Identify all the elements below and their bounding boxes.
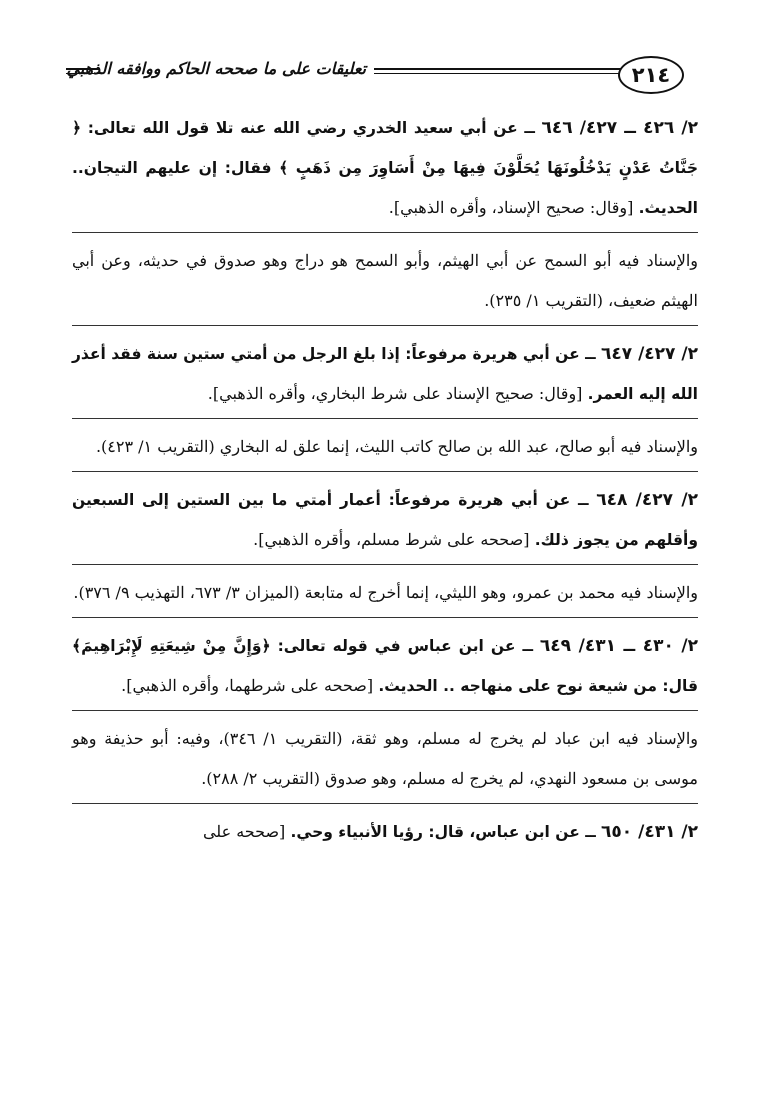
entry-grading: [صححه على شرطهما، وأقره الذهبي]. — [121, 676, 374, 695]
entry-block — [72, 626, 698, 711]
header-rule — [374, 68, 624, 74]
entry-comment — [72, 719, 698, 799]
entry-grading: [وقال: صحيح الإسناد على شرط البخاري، وأقره الذهبي]. — [207, 384, 583, 403]
entry-reference: ٢/ ٤٣٠ ــ ٤٣١/ ٦٤٩ — [539, 636, 698, 656]
entry-reference: ٢/ ٤٢٧/ ٦٤٧ — [600, 344, 698, 364]
entry-text: ــ عن أبي سعيد الخدري رضي الله عنه تلا قول الله تعالى: ﴿ جَنَّاتُ عَدْنٍ يَدْخُلُونَهَا يُحَلَّوْنَ فِيهَا مِنْ أَسَاوِرَ مِن ذَهَبٍ ﴾ فقال: إن عليهم التيجان.. الحديث. — [72, 119, 698, 217]
entry-comment — [72, 573, 698, 613]
entry-hadith — [72, 480, 698, 560]
entry-block — [72, 108, 698, 233]
entry-grading: [صححه على — [202, 822, 286, 841]
entry-grading: [وقال: صحيح الإسناد، وأقره الذهبي]. — [388, 198, 634, 217]
running-header — [66, 54, 684, 94]
entry-text: ــ عن ابن عباس في قوله تعالى: ﴿وَإِنَّ مِنْ شِيعَتِهِ لَإِبْرَاهِيمَ﴾ قال: من شيعة نوح على منهاجه .. الحديث. — [72, 637, 698, 695]
comment-block — [72, 573, 698, 618]
entry-text: ــ عن أبي هريرة مرفوعاً: إذا بلغ الرجل من أمتي ستين سنة فقد أعذر الله إليه العمر. — [72, 345, 698, 403]
running-title: تعليقات على ما صححه الحاكم ووافقه الذهبي — [66, 59, 366, 78]
comment-text: والإسناد فيه أبو صالح، عبد الله بن صالح كاتب الليث، إنما علق له البخاري (التقريب ١/ ٤٢٣). — [95, 437, 698, 456]
comment-text: والإسناد فيه محمد بن عمرو، وهو الليثي، إنما أخرج له متابعة (الميزان ٣/ ٦٧٣، التهذيب ٩/ ٣٧٦). — [73, 583, 698, 602]
entry-hadith — [72, 108, 698, 228]
entry-reference: ٢/ ٤٣١/ ٦٥٠ — [601, 822, 698, 842]
entry-text: ــ عن ابن عباس، قال: رؤيا الأنبياء وحي. — [290, 823, 596, 841]
comment-block — [72, 241, 698, 326]
comment-block — [72, 427, 698, 472]
entry-grading: [صححه على شرط مسلم، وأقره الذهبي]. — [253, 530, 530, 549]
entry-block — [72, 480, 698, 565]
entry-block — [72, 812, 698, 856]
comment-text: والإسناد فيه ابن عباد لم يخرج له مسلم، وهو ثقة، (التقريب ١/ ٣٤٦)، وفيه: أبو حذيفة وهو موسى بن مسعود النهدي، لم يخرج له مسلم، وهو صدوق (التقريب ٢/ ٢٨٨). — [72, 729, 698, 788]
comment-text: والإسناد فيه أبو السمح عن أبي الهيثم، وأبو السمح هو دراج وهو صدوق في حديثه، وعن أبي الهيثم ضعيف، (التقريب ١/ ٢٣٥). — [72, 251, 698, 310]
entry-reference: ٢/ ٤٢٦ ــ ٤٢٧/ ٦٤٦ — [541, 118, 698, 138]
entry-comment — [72, 241, 698, 321]
comment-block — [72, 719, 698, 804]
entry-reference: ٢/ ٤٢٧/ ٦٤٨ — [596, 490, 698, 510]
entry-hadith — [72, 626, 698, 706]
page-number: ٢١٤ — [618, 56, 684, 94]
header-rule-end — [66, 68, 100, 74]
entry-hadith — [72, 812, 698, 852]
entry-hadith — [72, 334, 698, 414]
page-body — [72, 108, 698, 864]
entry-comment — [72, 427, 698, 467]
entry-text: ــ عن أبي هريرة مرفوعاً: أعمار أمتي ما بين الستين إلى السبعين وأقلهم من يجوز ذلك. — [72, 491, 698, 549]
entry-block — [72, 334, 698, 419]
